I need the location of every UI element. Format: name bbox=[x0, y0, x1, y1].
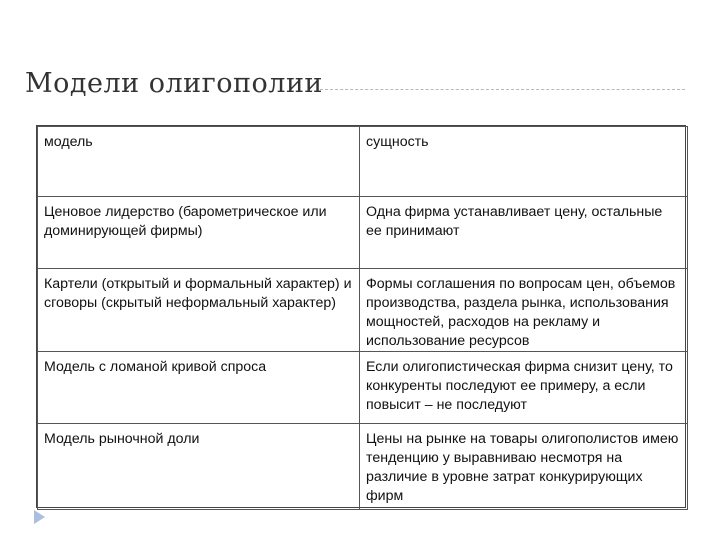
title-divider bbox=[320, 89, 685, 90]
table-cell-essence: Одна фирма устанавливает цену, остальные ее принимают bbox=[360, 197, 688, 269]
table-cell-essence: Цены на рынке на товары олигополистов имею тенденцию у выравниваю несмотря на различие в уровне затрат конкурирующих фирм bbox=[360, 424, 688, 510]
table-cell-essence: Формы соглашения по вопросам цен, объемов производства, раздела рынка, использования мощностей, расходов на рекламу и использование ресурсов bbox=[360, 269, 688, 352]
table-row bbox=[38, 269, 688, 352]
table-row bbox=[38, 197, 688, 269]
header-cell-essence: сущность bbox=[360, 127, 688, 197]
table-cell-model: Модель рыночной доли bbox=[38, 424, 360, 510]
table-cell-model: Картели (открытый и формальный характер) и сговоры (скрытый неформальный характер) bbox=[38, 269, 360, 352]
table-header-row bbox=[38, 127, 688, 197]
header-cell-model: модель bbox=[38, 127, 360, 197]
table-row bbox=[38, 352, 688, 424]
table-row bbox=[38, 424, 688, 510]
table-cell-model: Модель с ломаной кривой спроса bbox=[38, 352, 360, 424]
table-cell-essence: Если олигопистическая фирма снизит цену, то конкуренты последуют ее примеру, а если повысит – не последуют bbox=[360, 352, 688, 424]
table-cell-model: Ценовое лидерство (барометрическое или доминирующей фирмы) bbox=[38, 197, 360, 269]
page-title: Модели олигополии bbox=[25, 68, 323, 99]
models-table bbox=[36, 125, 686, 508]
triangle-bullet-icon bbox=[34, 510, 45, 524]
